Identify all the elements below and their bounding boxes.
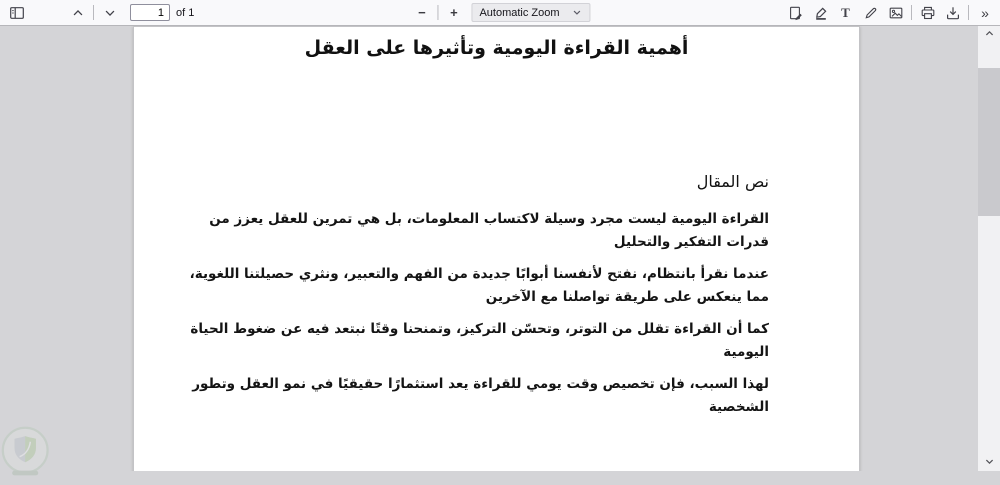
toolbar-zoom-section: [409, 2, 590, 24]
highlighter-icon: [813, 5, 829, 21]
zoom-select-value: Automatic Zoom: [479, 7, 559, 19]
chevron-up-icon: [984, 26, 995, 44]
chevron-down-icon: [572, 7, 583, 18]
toolbar-left-section: [0, 2, 194, 24]
article-paragraph: عندما نقرأ بانتظام، نفتح لأنفسنا أبوابًا جديدة من الفهم والتعبير، ونثري حصيلتنا اللغوية، مما ينعكس على طريقة تواصلنا مع الآخرين: [174, 263, 769, 309]
image-icon: [888, 5, 904, 21]
document-title: أهمية القراءة اليومية وتأثيرها على العقل: [134, 33, 859, 63]
draw-tool-button[interactable]: [858, 2, 883, 24]
pen-icon: [863, 5, 879, 21]
zoom-select-dropdown[interactable]: [471, 3, 590, 22]
pdf-viewer-toolbar: [0, 0, 1000, 26]
chevron-down-icon: [984, 454, 995, 472]
image-tool-button[interactable]: [883, 2, 908, 24]
chevron-up-icon: [71, 6, 85, 20]
previous-page-button[interactable]: [65, 2, 90, 24]
download-icon: [945, 5, 961, 21]
scrollbar-up-button[interactable]: [978, 26, 1000, 43]
article-paragraph: لهذا السبب، فإن تخصيص وقت يومي للقراءة يعد استثمارًا حقيقيًا في نمو العقل وتطور الشخصية: [174, 373, 769, 419]
article-paragraph: كما أن القراءة تقلل من التوتر، وتحسّن التركيز، وتمنحنا وقتًا نبتعد فيه عن ضغوط الحياة اليومية: [174, 318, 769, 364]
printer-icon: [920, 5, 936, 21]
signature-tool-button[interactable]: [783, 2, 808, 24]
page-number-input[interactable]: [130, 4, 170, 21]
print-button[interactable]: [915, 2, 940, 24]
toolbar-separator: [911, 5, 912, 20]
toolbar-right-section: [783, 2, 997, 24]
next-page-button[interactable]: [97, 2, 122, 24]
article-paragraph: القراءة اليومية ليست مجرد وسيلة لاكتساب المعلومات، بل هي تمرين للعقل يعزز من قدرات التفكير والتحليل: [174, 208, 769, 254]
save-button[interactable]: [940, 2, 965, 24]
chevron-down-icon: [103, 6, 117, 20]
toolbar-separator: [437, 5, 438, 20]
article-body: [174, 208, 769, 428]
scrollbar-down-button[interactable]: [978, 454, 1000, 471]
pdf-page: [133, 26, 860, 471]
toolbar-separator: [968, 5, 969, 20]
freetext-tool-button[interactable]: T: [833, 2, 858, 24]
section-heading: نص المقال: [174, 170, 769, 194]
signature-icon: [788, 5, 804, 21]
scrollbar-thumb[interactable]: [978, 68, 1000, 216]
toolbar-separator: [93, 5, 94, 20]
highlight-tool-button[interactable]: [808, 2, 833, 24]
pdf-viewer-area: [0, 26, 978, 471]
zoom-in-button[interactable]: +: [441, 2, 466, 24]
zoom-out-button[interactable]: −: [409, 2, 434, 24]
more-tools-button[interactable]: »: [972, 2, 997, 24]
page-count-label: of 1: [176, 7, 194, 19]
sidebar-icon: [9, 5, 25, 21]
sidebar-toggle-button[interactable]: [4, 2, 29, 24]
vertical-scrollbar-track[interactable]: [978, 26, 1000, 471]
